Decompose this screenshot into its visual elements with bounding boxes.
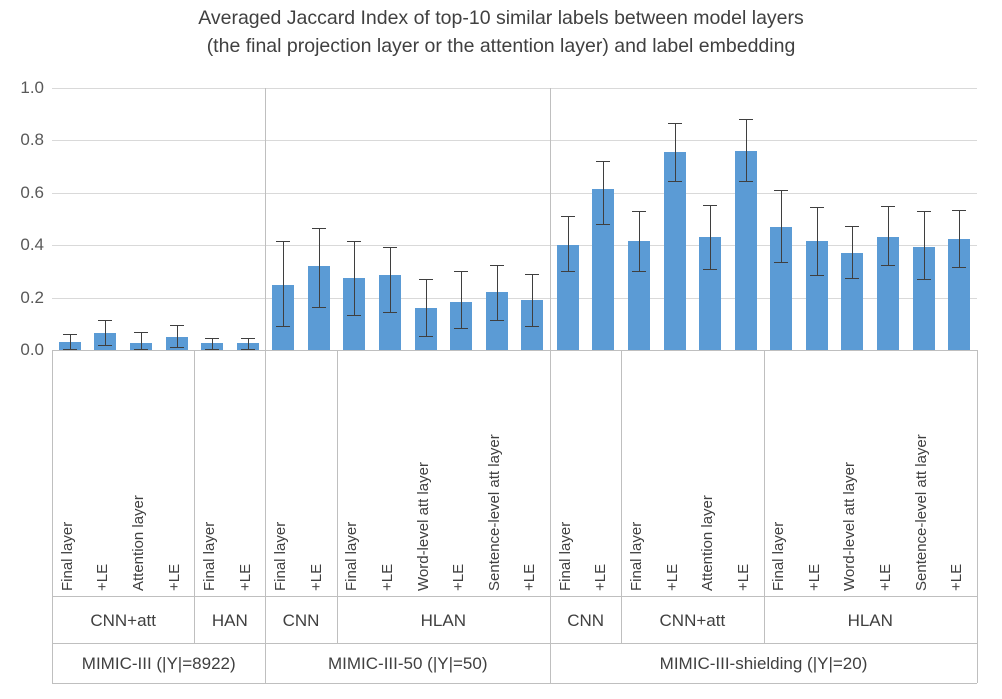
x-axis-category-label: Final layer — [556, 521, 574, 591]
error-bar-cap-upper — [525, 274, 539, 275]
error-bar — [924, 211, 925, 279]
error-bar-cap-lower — [419, 336, 433, 337]
x-axis-category-label: Final layer — [58, 521, 76, 591]
error-bar-cap-lower — [98, 345, 112, 346]
model-group-label: HLAN — [847, 610, 893, 630]
dataset-group-band — [52, 643, 977, 684]
error-bar-cap-upper — [739, 119, 753, 120]
dataset-group-label: MIMIC-III-shielding (|Y|=20) — [659, 654, 868, 673]
x-axis-category-label: +LE — [805, 563, 823, 591]
error-bar-cap-lower — [525, 326, 539, 327]
error-bar-cap-lower — [703, 269, 717, 270]
model-group-label: HAN — [211, 610, 248, 630]
model-group-separator — [621, 350, 622, 596]
error-bar-cap-upper — [63, 334, 77, 335]
band-bottom-rule — [52, 683, 977, 684]
dataset-group-separator — [265, 88, 266, 683]
error-bar — [959, 210, 960, 268]
error-bar-cap-lower — [632, 271, 646, 272]
error-bar-cap-upper — [810, 207, 824, 208]
error-bar-cap-lower — [952, 267, 966, 268]
error-bar — [781, 190, 782, 262]
x-axis-category-label: +LE — [663, 563, 681, 591]
error-bar-cap-upper — [205, 338, 219, 339]
error-bar-cap-upper — [596, 161, 610, 162]
error-bar-cap-lower — [739, 181, 753, 182]
dataset-group-label: MIMIC-III-50 (|Y|=50) — [328, 654, 488, 673]
error-bar-cap-upper — [347, 241, 361, 242]
gridline — [52, 350, 977, 351]
error-bar — [852, 226, 853, 278]
error-bar — [212, 338, 213, 348]
error-bar-cap-upper — [312, 228, 326, 229]
model-group-label: CNN — [567, 610, 605, 630]
x-axis-category-label: Final layer — [272, 521, 290, 591]
error-bar-cap-upper — [98, 320, 112, 321]
x-axis-category-label: +LE — [521, 563, 539, 591]
error-bar-cap-upper — [952, 210, 966, 211]
x-axis-category-label: +LE — [450, 563, 468, 591]
error-bar — [746, 119, 747, 181]
error-bar-cap-upper — [881, 206, 895, 207]
error-bar — [354, 241, 355, 314]
error-bar — [426, 279, 427, 335]
band-separator — [194, 597, 195, 644]
x-axis-category-label: Sentence-level att layer — [912, 434, 930, 591]
error-bar-cap-upper — [419, 279, 433, 280]
y-axis-tick-label: 1.0 — [20, 78, 44, 97]
x-axis-category-label: Final layer — [628, 521, 646, 591]
dataset-group-label: MIMIC-III (|Y|=8922) — [81, 654, 236, 673]
error-bar-cap-lower — [810, 275, 824, 276]
y-axis-tick-label: 0.2 — [20, 287, 44, 307]
model-group-label: CNN+att — [659, 610, 726, 630]
error-bar-cap-lower — [63, 349, 77, 350]
model-group-label: CNN+att — [90, 610, 156, 630]
error-bar-cap-lower — [774, 262, 788, 263]
error-bar — [461, 271, 462, 327]
error-bar-cap-upper — [774, 190, 788, 191]
band-left-edge — [52, 350, 53, 683]
error-bar — [675, 123, 676, 181]
error-bar — [639, 211, 640, 271]
error-bar — [497, 265, 498, 320]
error-bar-cap-upper — [276, 241, 290, 242]
error-bar — [105, 320, 106, 345]
x-axis-category-label: +LE — [236, 563, 254, 591]
error-bar-cap-upper — [134, 332, 148, 333]
error-bar-cap-upper — [241, 338, 255, 339]
y-axis-tick-label: 0.6 — [20, 182, 44, 202]
error-bar — [603, 161, 604, 224]
model-group-separator — [764, 350, 765, 596]
chart-title — [0, 4, 1002, 60]
error-bar — [390, 247, 391, 313]
error-bar-cap-upper — [383, 247, 397, 248]
x-axis-category-label: Attention layer — [129, 495, 147, 591]
x-axis-category-label: Final layer — [201, 521, 219, 591]
error-bar-cap-lower — [205, 349, 219, 350]
error-bar — [568, 216, 569, 271]
model-group-separator — [194, 350, 195, 596]
x-axis-category-label: +LE — [948, 563, 966, 591]
error-bar-cap-lower — [917, 279, 931, 280]
y-axis-tick-label: 0.4 — [20, 235, 44, 255]
x-axis-category-label: Attention layer — [699, 495, 717, 591]
model-group-separator — [337, 350, 338, 596]
error-bar-cap-upper — [490, 265, 504, 266]
error-bar-cap-lower — [347, 315, 361, 316]
x-axis-category-label: Word-level att layer — [841, 462, 859, 591]
error-bar-cap-lower — [383, 312, 397, 313]
model-group-band — [52, 596, 977, 644]
error-bar — [177, 325, 178, 347]
x-axis-category-label: Final layer — [770, 521, 788, 591]
error-bar — [248, 338, 249, 348]
x-axis-category-label: +LE — [877, 563, 895, 591]
error-bar — [283, 241, 284, 326]
dataset-group-separator — [550, 88, 551, 683]
x-axis-category-label: +LE — [734, 563, 752, 591]
x-axis-category-label: +LE — [94, 563, 112, 591]
error-bar-cap-lower — [561, 271, 575, 272]
x-axis-category-label: +LE — [378, 563, 396, 591]
error-bar-cap-upper — [917, 211, 931, 212]
model-group-label: HLAN — [420, 610, 467, 630]
error-bar — [319, 228, 320, 307]
error-bar-cap-lower — [454, 328, 468, 329]
x-axis-category-label: +LE — [307, 563, 325, 591]
error-bar-cap-lower — [596, 224, 610, 225]
error-bar-cap-lower — [170, 347, 184, 348]
error-bar-cap-upper — [845, 226, 859, 227]
x-axis-category-label: Word-level att layer — [414, 462, 432, 591]
error-bar-cap-upper — [668, 123, 682, 124]
band-right-edge — [977, 350, 978, 683]
band-separator — [337, 597, 338, 644]
x-axis-category-label: Sentence-level att layer — [485, 434, 503, 591]
error-bar-cap-lower — [881, 265, 895, 266]
error-bar — [70, 334, 71, 348]
x-axis-category-label: +LE — [165, 563, 183, 591]
error-bar-cap-lower — [490, 320, 504, 321]
y-axis-tick-label: 0.8 — [20, 130, 44, 150]
error-bar-cap-upper — [170, 325, 184, 326]
category-labels — [52, 352, 977, 595]
bars-layer — [52, 88, 977, 350]
y-axis-tick-label: 0.0 — [20, 340, 44, 359]
model-group-label: CNN — [282, 610, 320, 630]
x-axis-category-label: Final layer — [343, 521, 361, 591]
error-bar-cap-upper — [632, 211, 646, 212]
error-bar-cap-upper — [454, 271, 468, 272]
chart-title-line-1: Averaged Jaccard Index of top-10 similar labels between model layers — [198, 7, 804, 29]
error-bar-cap-lower — [668, 181, 682, 182]
error-bar-cap-lower — [276, 326, 290, 327]
error-bar-cap-lower — [845, 278, 859, 279]
x-axis-category-label: +LE — [592, 563, 610, 591]
error-bar-cap-lower — [134, 349, 148, 350]
band-separator — [621, 597, 622, 644]
error-bar-cap-lower — [241, 349, 255, 350]
error-bar — [141, 332, 142, 349]
chart-title-line-2: (the final projection layer or the attention layer) and label embedding — [206, 35, 796, 57]
error-bar — [710, 205, 711, 269]
error-bar-cap-upper — [561, 216, 575, 217]
error-bar-cap-upper — [703, 205, 717, 206]
error-bar — [532, 274, 533, 326]
error-bar — [888, 206, 889, 265]
error-bar-cap-lower — [312, 307, 326, 308]
band-separator — [764, 597, 765, 644]
error-bar — [817, 207, 818, 275]
